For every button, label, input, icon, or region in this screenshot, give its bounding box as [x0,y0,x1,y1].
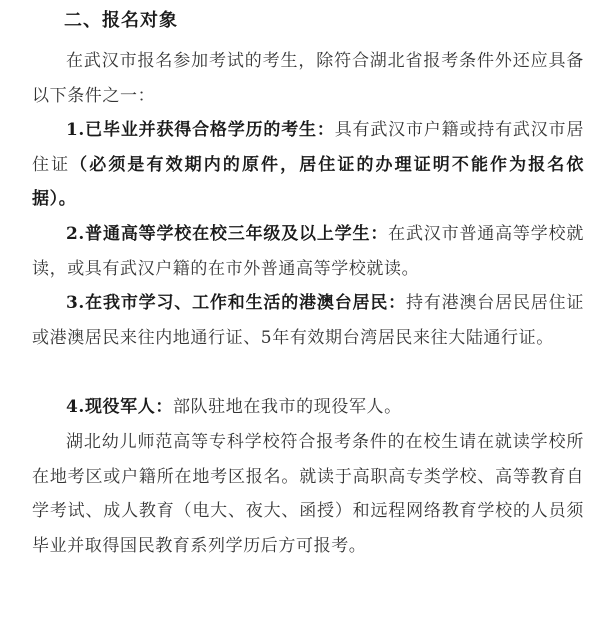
closing-paragraph: 湖北幼儿师范高等专科学校符合报考条件的在校生请在就读学校所在地考区或户籍所在地考区报名。就读于高职高专类学校、高等教育自学考试、成人教育（电大、夜大、函授）和远程网络教育学校的人员须毕业并取得国民教育系列学历后方可报考。 [32,432,584,556]
condition-item-3-text: 持有港澳台居民居住证或港澳居民来往内地通行证、5年有效期台湾居民来往大陆通行证。 [32,293,585,348]
section-heading: 二、报名对象 [64,10,178,31]
condition-item-3 [32,286,584,355]
condition-item-4 [32,390,584,425]
condition-item-2-text: 在武汉市普通高等学校就读，或具有武汉户籍的在市外普通高等学校就读。 [32,224,584,279]
condition-item-4-text: 部队驻地在我市的现役军人。 [172,397,402,417]
condition-item-4-lead: 4.现役军人： [66,397,173,417]
condition-item-1-emphasis: （必须是有效期内的原件，居住证的办理证明不能作为报名依据）。 [32,154,584,209]
intro-paragraph: 在武汉市报名参加考试的考生，除符合湖北省报考条件外还应具备以下条件之一： [32,51,584,106]
condition-item-2 [32,217,584,286]
condition-item-2-lead: 2.普通高等学校在校三年级及以上学生： [66,224,389,244]
condition-item-3-lead: 3.在我市学习、工作和生活的港澳台居民： [66,293,406,313]
condition-item-1 [32,113,584,217]
condition-item-1-text: 具有武汉市户籍或持有武汉市居住证 [32,120,584,175]
condition-item-1-lead: 1.已毕业并获得合格学历的考生： [66,120,335,140]
